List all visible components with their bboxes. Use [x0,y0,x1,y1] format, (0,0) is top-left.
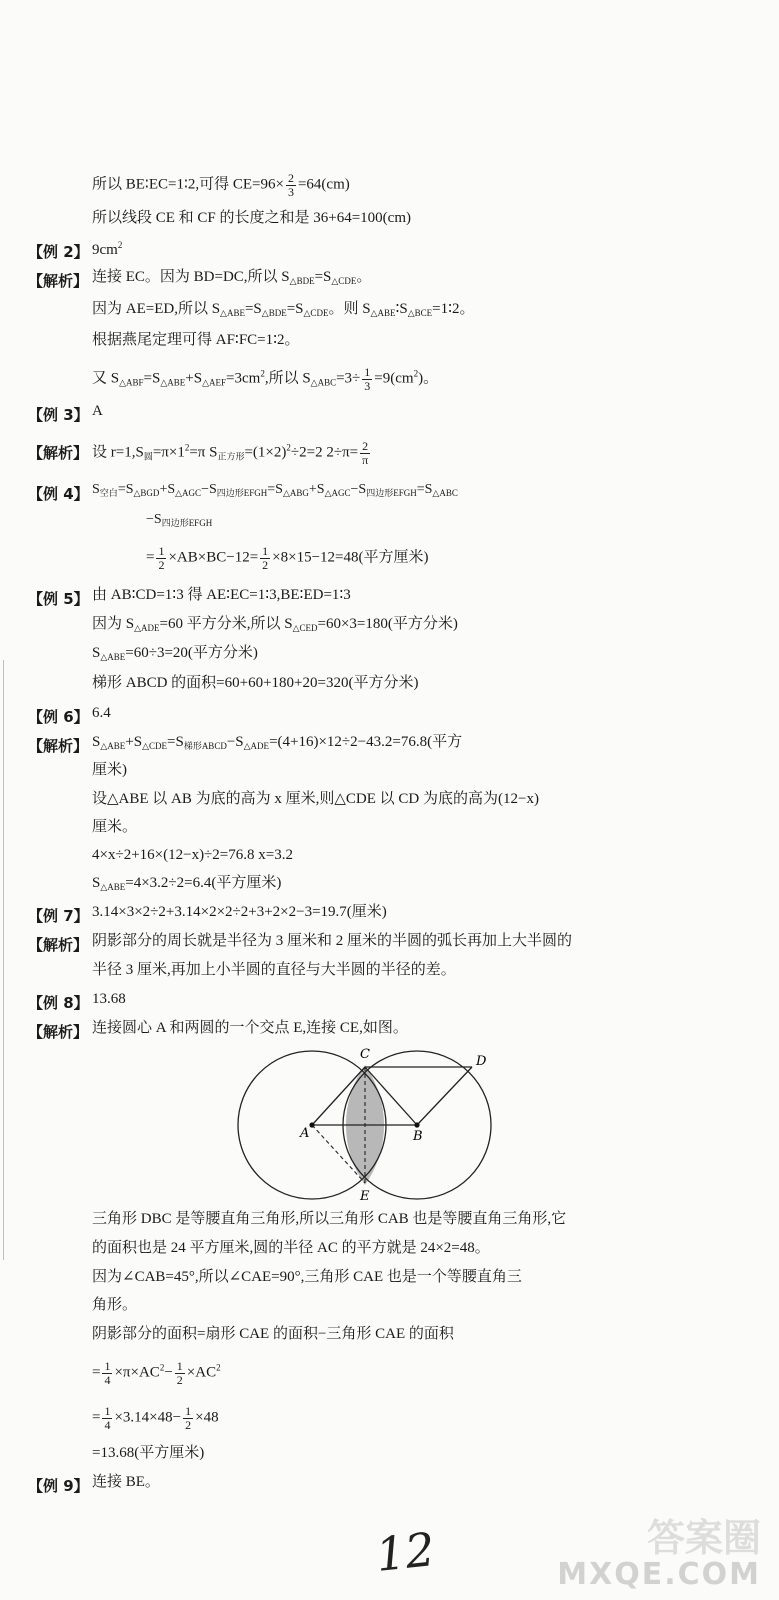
subscript: △ADE [243,741,270,751]
numerator: 1 [158,544,165,558]
text: S [92,645,101,661]
label-a: A [300,1126,310,1141]
text: =π×1 [152,444,185,461]
text: =S [167,734,184,750]
text: ×8×15−12=48(平方厘米) [272,549,429,566]
two-circles-figure [232,1045,502,1205]
text: =4×3.2÷2=6.4(平方厘米) [125,875,282,891]
text: +S [308,482,325,497]
numerator: 1 [262,544,269,558]
subscript: 空白 [99,488,118,498]
scan-margin-line [3,660,4,1260]
answer: A [92,403,103,419]
answer [92,241,122,258]
example-tag: 【例 3】 [28,406,89,424]
text: ,所以 S [264,370,311,387]
text: = [146,549,155,566]
solution-line [92,1360,221,1386]
text: ×48 [195,1409,219,1426]
numerator: 1 [104,1359,111,1373]
solution-line [92,876,281,892]
solution-line [146,513,212,528]
analysis-tag: 【解析】 [28,936,89,954]
text: =π S [189,444,218,461]
solution-line [92,646,258,662]
superscript: 2 [413,368,419,379]
example-tag: 【例 5】 [28,590,89,608]
text: 因为 AE=ED,所以 S [92,301,221,317]
solution-line: 阴影部分的面积=扇形 CAE 的面积−三角形 CAE 的面积 [92,1326,454,1342]
solution-line: 连接圆心 A 和两圆的一个交点 E,连接 CE,如图。 [92,1020,408,1036]
label-e: E [360,1189,370,1204]
solution-line [92,617,458,633]
subscript: △AEF [202,377,227,388]
point-b [414,1122,419,1127]
solution-line: 阴影部分的周长就是半径为 3 厘米和 2 厘米的半圆的弧长再加上大半圆的 [92,933,573,949]
text: =S [117,482,134,497]
text: =(4+16)×12÷2−43.2=76.8(平方 [269,734,463,750]
text: =S [286,301,304,317]
example-tag: 【例 8】 [28,994,89,1012]
fraction [260,545,270,571]
text: =S [416,482,433,497]
text: ×3.14×48− [114,1409,182,1426]
example-tag: 【例 9】 [28,1477,89,1495]
subscript: △AGC [175,488,202,498]
text: 所以 BE∶EC=1∶2,可得 CE=96× [92,176,284,193]
analysis-tag: 【解析】 [28,272,89,290]
text: 9cm [92,242,118,258]
text: )。 [418,370,439,387]
fraction [102,1405,112,1431]
subscript: 四边形EFGH [161,518,213,528]
solution-line: 梯形 ABCD 的面积=60+60+180+20=320(平方分米) [92,675,419,691]
answer: 6.4 [92,705,111,721]
denominator: 4 [104,1372,111,1387]
solution-line: 由 AB∶CD=1∶3 得 AE∶EC=1∶3,BE∶ED=1∶3 [92,587,351,603]
text: −S [350,482,367,497]
numerator: 1 [104,1404,111,1418]
fraction [102,1360,112,1386]
fraction [175,1360,185,1386]
text: ∶S [395,301,408,317]
subscript: △BCE [407,308,433,318]
text: =S [267,482,283,497]
solution-line [146,545,429,571]
solution-line [92,270,371,286]
solution-line: 因为∠CAB=45°,所以∠CAE=90°,三角形 CAE 也是一个等腰直角三 [92,1269,522,1285]
text: ×AC [186,1364,217,1381]
solution-line: 所以线段 CE 和 CF 的长度之和是 36+64=100(cm) [92,210,412,226]
denominator: 3 [287,184,294,199]
subscript: △CED [292,623,318,633]
superscript: 2 [260,368,265,379]
superscript: 2 [159,1362,165,1373]
fraction [156,545,166,571]
solution-line [92,302,475,318]
text: = [92,1364,101,1381]
text: =9(cm [374,370,414,387]
text: S [92,734,101,750]
label-b: B [413,1129,423,1144]
solution-line: 4×x÷2+16×(12−x)÷2=76.8 x=3.2 [92,847,293,863]
example-tag: 【例 7】 [28,907,89,925]
superscript: 2 [216,1362,221,1373]
watermark-url: MXQE.COM [557,1557,761,1592]
subscript: △ABC [432,488,458,498]
text: −S [201,482,217,497]
subscript: 四边形EFGH [216,488,268,498]
subscript: 正方形 [217,451,245,462]
subscript: △CDE [303,308,329,318]
numerator: 1 [176,1359,183,1373]
solution-line: 厘米。 [92,819,138,835]
subscript: △ABE [160,377,186,388]
fraction [183,1405,193,1431]
solution-line: 连接 BE。 [92,1474,160,1490]
text: S [92,875,101,891]
denominator: 2 [185,1417,192,1432]
subscript: 圆 [143,451,153,462]
numerator: 2 [360,440,370,454]
solution-line [92,483,458,498]
solution-line: 的面积也是 24 平方厘米,圆的半径 AC 的平方就是 24×2=48。 [92,1240,490,1256]
subscript: △ABE [370,308,396,318]
analysis-tag: 【解析】 [28,1023,89,1041]
text: =60÷3=20(平方分米) [125,645,258,661]
text: +S [125,734,143,750]
solution-line: 角形。 [92,1297,138,1313]
label-c: C [360,1047,370,1062]
subscript: △ABC [310,377,337,388]
subscript: △ADE [134,623,160,633]
subscript: △AGC [324,488,351,498]
text: =1∶2。 [432,301,475,317]
text: −S [146,512,162,527]
solution-line: =13.68(平方厘米) [92,1445,205,1461]
denominator: 2 [262,557,269,572]
example-tag: 【例 4】 [28,485,89,503]
subscript: △ABF [119,377,144,388]
numerator: 1 [364,365,371,379]
answer: 13.68 [92,991,126,1007]
text: =64(cm) [297,176,350,193]
numerator: 2 [287,171,294,185]
text: =S [314,269,332,285]
text: 连接 EC。因为 BD=DC,所以 S [92,269,290,285]
text: =(1×2) [244,444,287,461]
answer: 3.14×3×2÷2+3.14×2×2÷2+3+2×2−3=19.7(厘米) [92,904,387,920]
subscript: 四边形EFGH [366,488,417,498]
segment-db [417,1067,472,1125]
text: = [92,1409,101,1426]
fraction [286,172,296,198]
subscript: △BDE [261,308,287,318]
text: =3cm [226,370,261,387]
text: +S [185,370,203,387]
subscript: △CDE [331,276,357,286]
subscript: △ABE [220,308,245,318]
text: +S [159,482,176,497]
text: 又 S [92,370,120,387]
solution-line [92,172,350,198]
watermark-logo: 答案圈 [646,1516,761,1560]
example-tag: 【例 6】 [28,708,89,726]
text: =60 平方分米,所以 S [159,616,293,632]
solution-line [92,440,372,466]
numerator: 1 [185,1404,192,1418]
denominator: 2 [176,1372,183,1387]
text: ÷2=2 2÷π= [290,444,359,461]
solution-line [92,735,462,751]
subscript: △BGD [133,488,160,498]
subscript: △ABE [100,882,126,892]
point-a [309,1122,314,1127]
text: −S [226,734,244,750]
denominator: 3 [364,378,371,393]
page-number: 12 [373,1522,438,1582]
subscript: △BDE [289,276,315,286]
fraction [360,440,370,466]
text: − [164,1364,173,1381]
superscript: 2 [286,442,291,453]
analysis-tag: 【解析】 [28,737,89,755]
denominator: π [362,452,369,467]
text: 。则 S [328,301,371,317]
solution-line: 三角形 DBC 是等腰直角三角形,所以三角形 CAB 也是等腰直角三角形,它 [92,1211,567,1227]
text: ×π×AC [114,1364,160,1381]
denominator: 2 [158,557,165,572]
label-d: D [476,1054,487,1069]
solution-line [92,366,438,392]
example-tag: 【例 2】 [28,243,89,261]
text: 设 r=1,S [92,444,144,461]
subscript: △ABE [100,652,126,662]
subscript: △ABG [282,488,309,498]
subscript: 梯形ABCD [183,741,227,751]
text: =3÷ [336,370,361,387]
denominator: 4 [104,1417,111,1432]
text: 。 [356,269,372,285]
superscript: 2 [184,442,190,453]
text: ×AB×BC−12= [168,549,259,566]
text: S [92,482,100,497]
solution-line: 半径 3 厘米,再加上小半圆的直径与大半圆的半径的差。 [92,962,456,978]
text: =S [244,301,262,317]
subscript: △ABE [100,741,126,751]
solution-line: 根据燕尾定理可得 AF∶FC=1∶2。 [92,332,300,348]
solution-line: 设△ABE 以 AB 为底的高为 x 厘米,则△CDE 以 CD 为底的高为(12−x) [92,791,539,807]
solution-line [92,1405,219,1431]
solution-line: 厘米) [92,762,127,778]
superscript: 2 [117,240,123,250]
text: =60×3=180(平方分米) [317,616,458,632]
text: 因为 S [92,616,135,632]
text: =S [143,370,161,387]
analysis-tag: 【解析】 [28,444,89,462]
fraction [362,366,372,392]
subscript: △CDE [142,741,167,751]
